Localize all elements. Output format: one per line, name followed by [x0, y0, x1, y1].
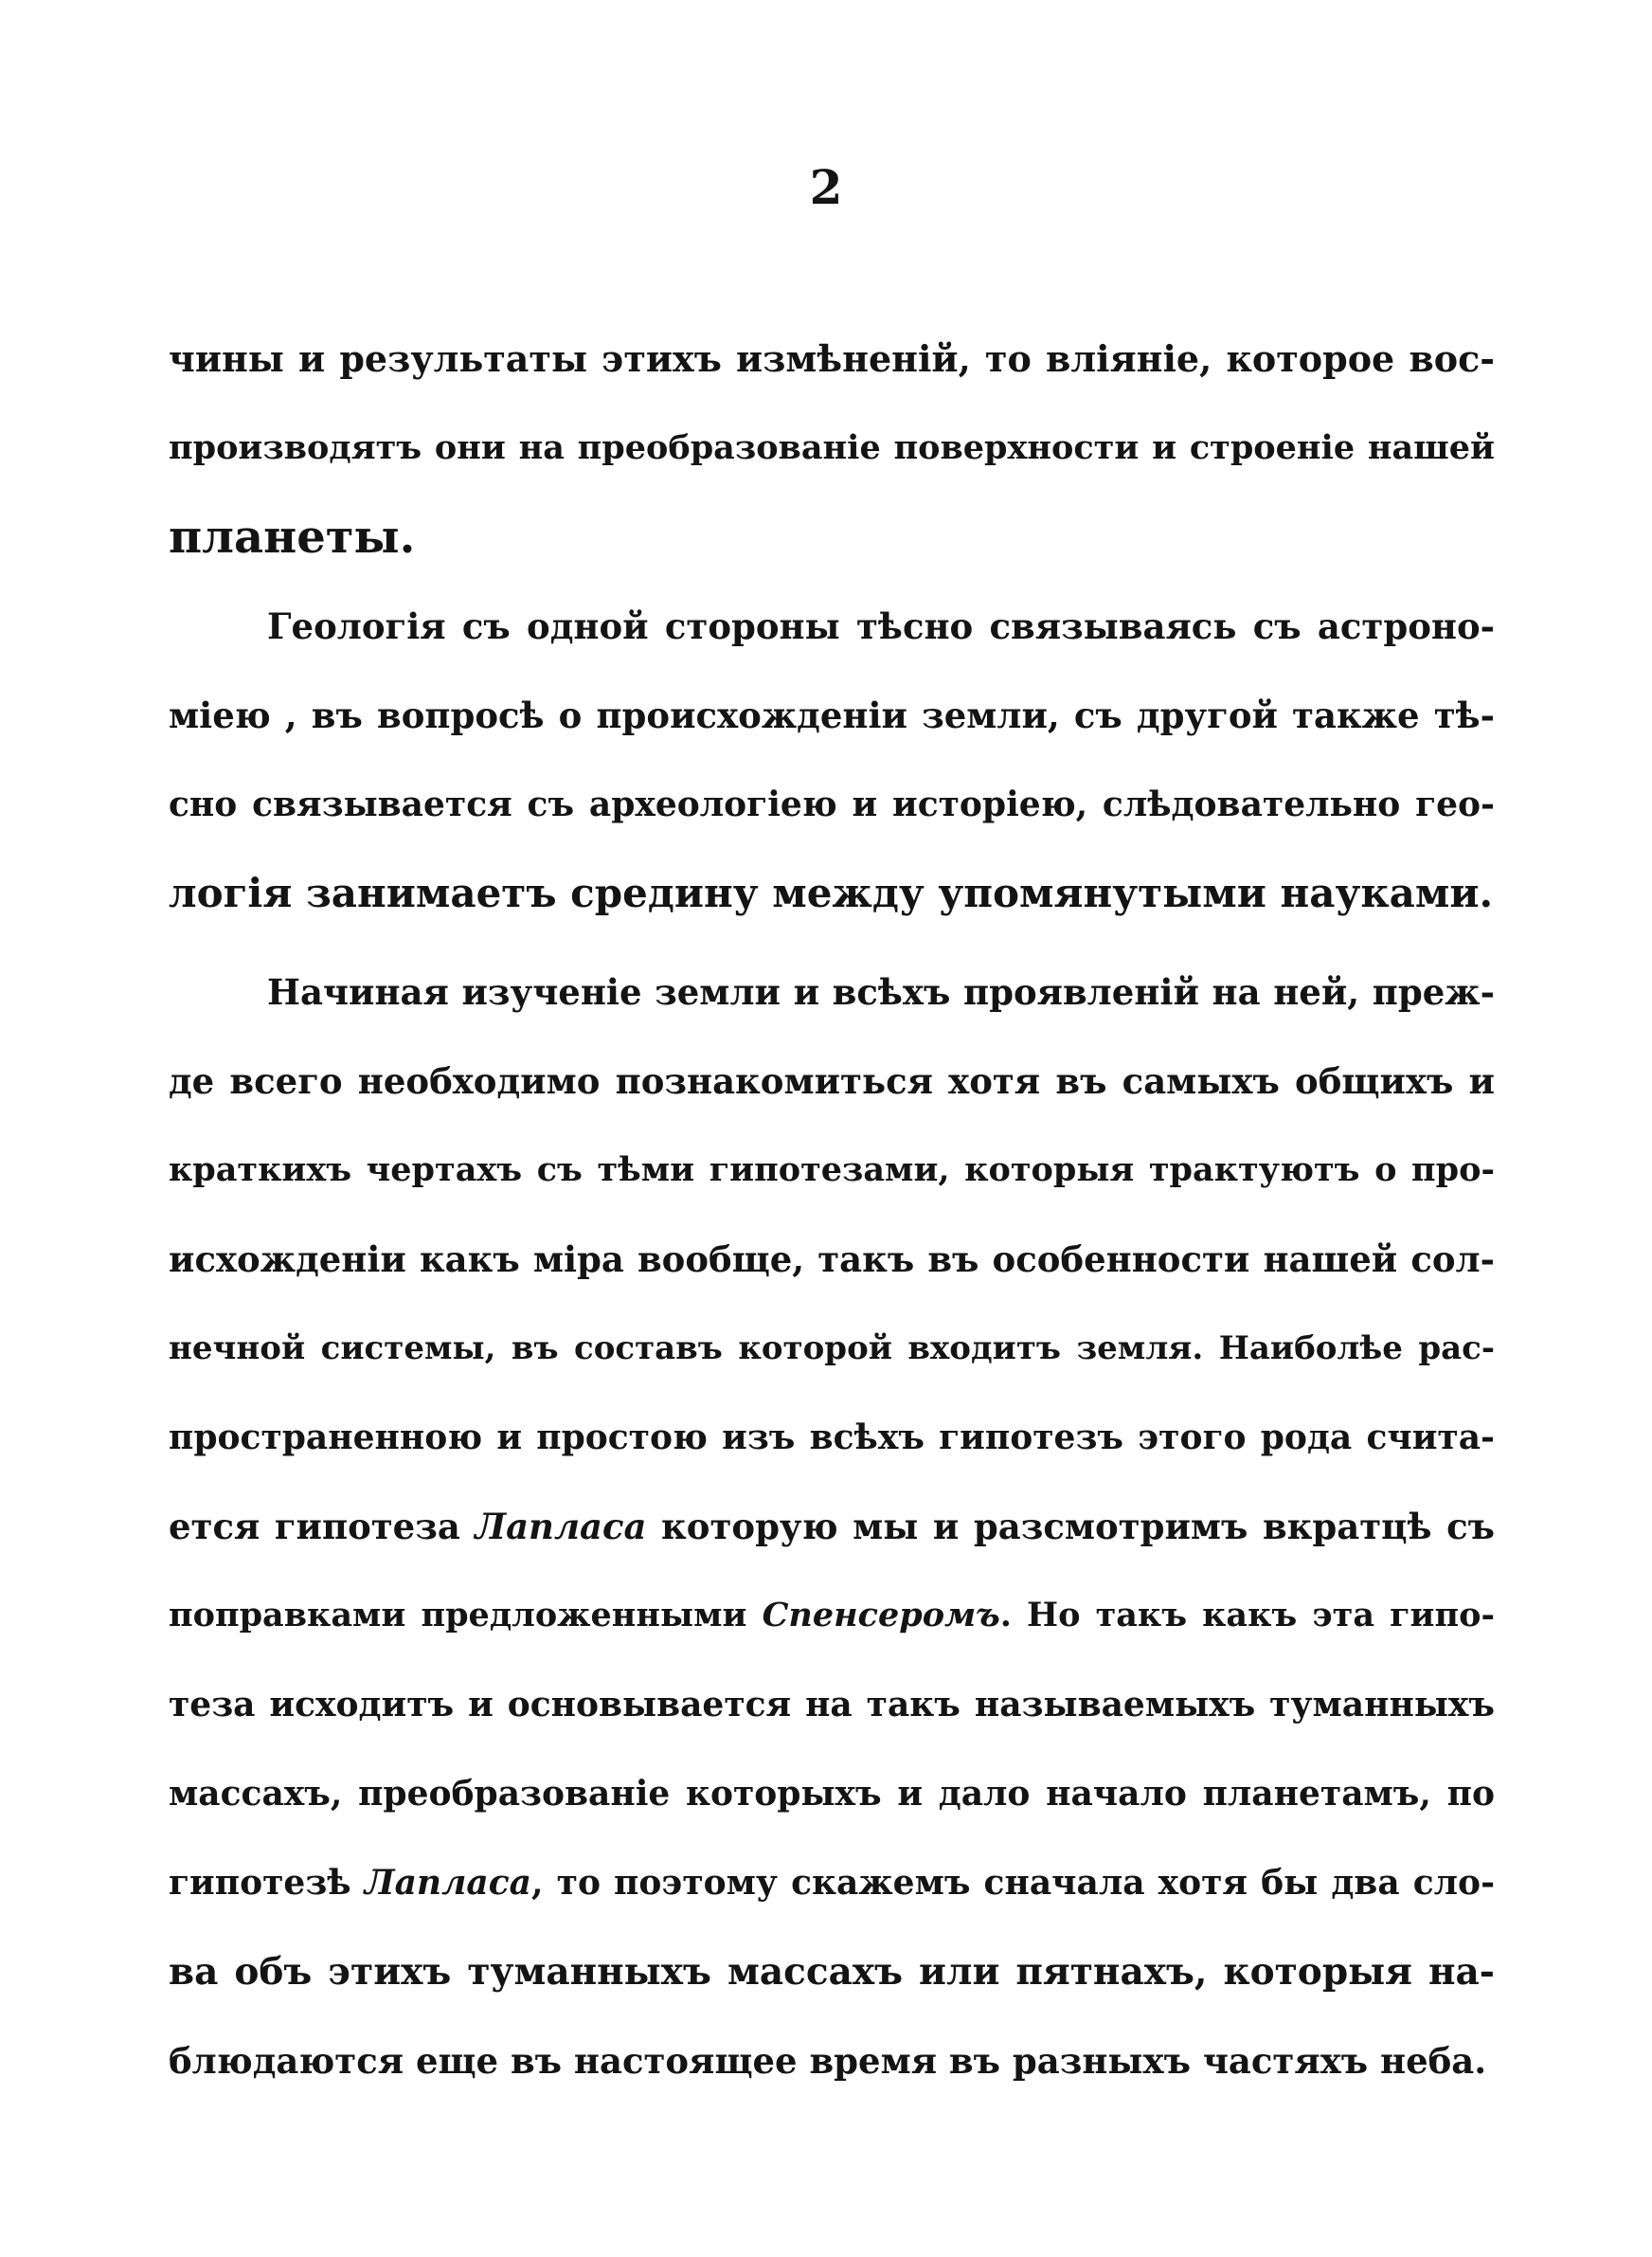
text-line: пространенною и простою изъ всѣхъ гипотезъ этого рода счита-: [169, 1417, 1495, 1457]
text-line: краткихъ чертахъ съ тѣми гипотезами, которыя трактуютъ о про-: [169, 1150, 1495, 1189]
body-text: [169, 315, 1495, 2105]
text-line: логія занимаетъ средину между упомянутыми науками.: [169, 870, 1494, 916]
italic-name: Лапласа: [364, 1863, 531, 1903]
page-number: 2: [809, 159, 843, 215]
text-line: производятъ они на преобразованіе поверхности и строеніе нашей: [169, 428, 1495, 467]
text-line: [169, 1838, 1495, 1927]
italic-name: Лапласа: [475, 1506, 647, 1547]
text-span: , то поэтому скажемъ сначала хотя бы два сло-: [531, 1863, 1496, 1903]
text-line: чины и результаты этихъ измѣненій, то вліяніе, которое вос-: [169, 337, 1495, 380]
text-span: . Но такъ какъ эта гипо-: [999, 1596, 1495, 1634]
text-line: планеты.: [169, 511, 416, 564]
text-span: ется гипотеза: [169, 1506, 476, 1547]
text-line: де всего необходимо познакомиться хотя въ самыхъ общихъ и: [169, 1060, 1495, 1102]
text-span: поправками предложенными: [169, 1596, 763, 1634]
text-span: гипотезѣ: [169, 1863, 365, 1903]
text-line: [169, 1571, 1495, 1660]
italic-name: Спенсеромъ: [762, 1596, 1000, 1634]
text-line: исхожденіи какъ міра вообще, такъ въ особенности нашей сол-: [169, 1238, 1495, 1280]
text-line: блюдаются еще въ настоящее время въ разныхъ частяхъ неба.: [169, 2040, 1487, 2082]
text-line: міею , въ вопросѣ о происхожденіи земли, съ другой также тѣ-: [169, 695, 1495, 736]
text-line: сно связывается съ археологіею и исторіею, слѣдовательно гео-: [169, 785, 1495, 824]
text-line: нечной системы, въ составъ которой входитъ земля. Наиболѣе рас-: [169, 1329, 1495, 1367]
text-line: ва объ этихъ туманныхъ массахъ или пятнахъ, которыя на-: [169, 1950, 1495, 1994]
text-line: Геологія съ одной стороны тѣсно связываясь съ астроно-: [267, 605, 1495, 647]
text-line: теза исходитъ и основывается на такъ называемыхъ туманныхъ: [169, 1685, 1495, 1724]
text-line: массахъ, преобразованіе которыхъ и дало начало планетамъ, по: [169, 1774, 1495, 1814]
text-line: Начиная изученіе земли и всѣхъ проявленій на ней, преж-: [267, 971, 1495, 1013]
text-line: [169, 1482, 1495, 1571]
text-span: которую мы и разсмотримъ вкратцѣ съ: [646, 1506, 1495, 1547]
